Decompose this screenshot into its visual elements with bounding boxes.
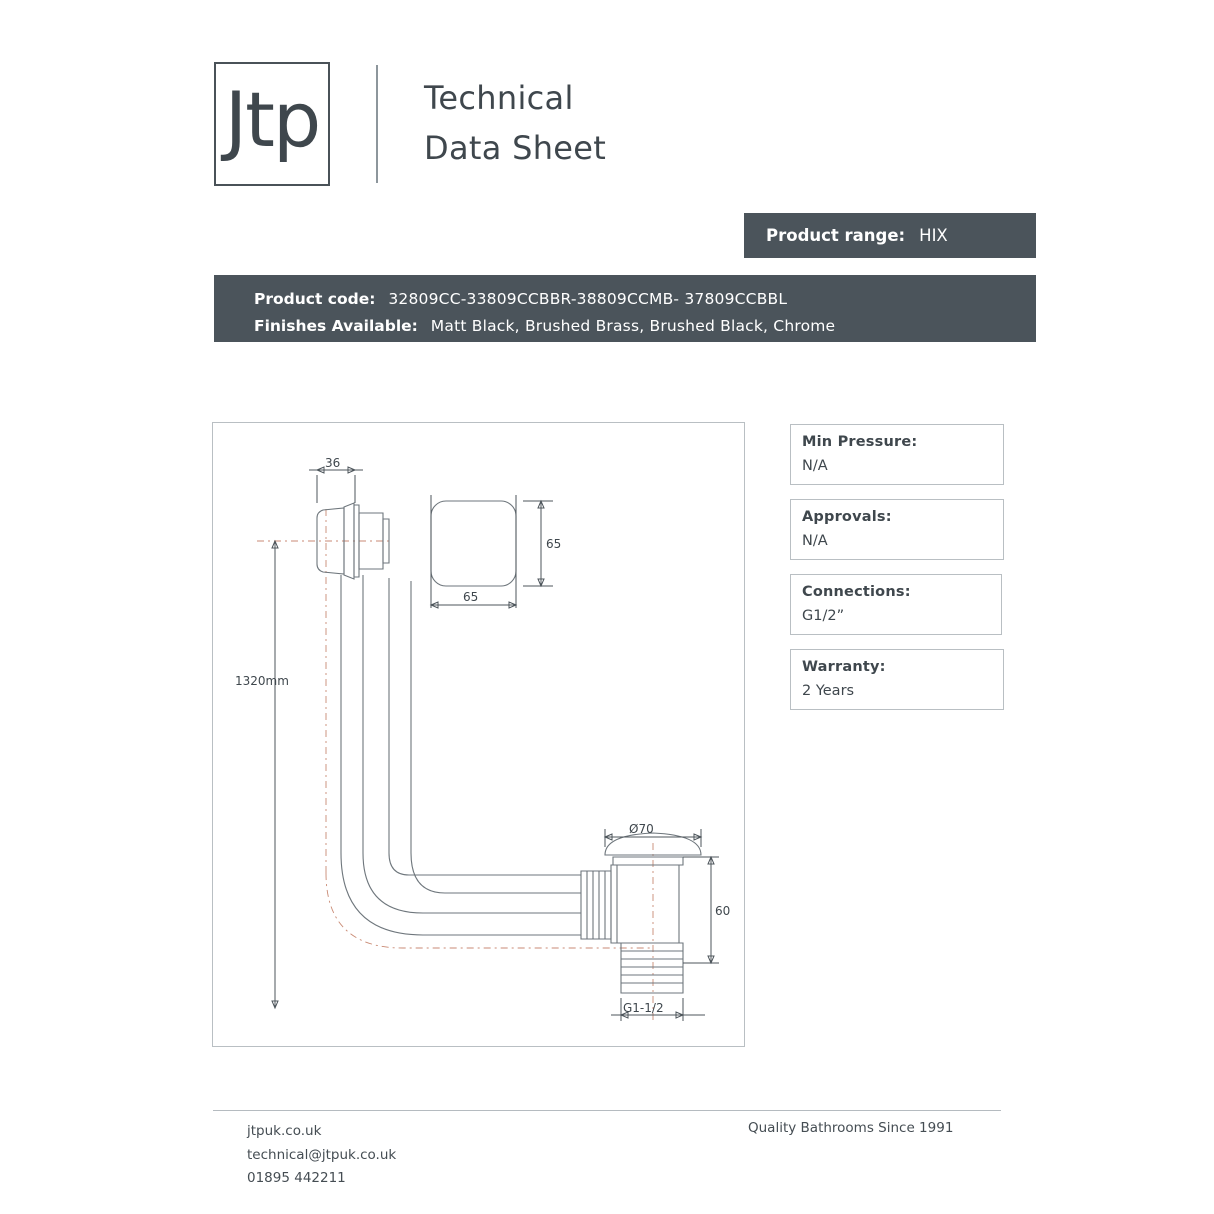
spec-value: G1/2” [802,608,845,624]
footer-website[interactable]: jtpuk.co.uk [247,1123,322,1139]
dim-waste-height: 60 [715,904,731,918]
spec-label: Approvals: [802,509,892,525]
dim-thread: G1-1/2 [623,1001,664,1015]
footer-divider [213,1110,1001,1111]
dim-square-width: 65 [463,590,479,604]
footer-contact [247,1120,396,1191]
spec-warranty [790,649,1004,710]
spec-label: Min Pressure: [802,434,918,450]
footer-email[interactable]: technical@jtpuk.co.uk [247,1146,397,1163]
finishes-label: Finishes Available: [254,317,418,336]
technical-drawing [212,422,745,1047]
product-code-value: 32809CC-33809CCBBR-38809CCMB- 37809CCBBL [388,290,788,308]
spec-min-pressure [790,424,1004,485]
spec-connections [790,574,1002,635]
product-range-label: Product range: [766,226,906,245]
page-title-line2: Data Sheet [424,129,607,167]
product-range-value: HIX [919,226,948,245]
dim-square-height: 65 [546,537,562,551]
product-code-band [214,275,1036,342]
dim-diameter: Ø70 [629,822,654,836]
spec-label: Connections: [802,584,911,600]
spec-label: Warranty: [802,659,886,675]
page-title [424,74,606,173]
spec-value: N/A [802,533,828,549]
spec-approvals [790,499,1004,560]
spec-value: N/A [802,458,828,474]
finishes-row [254,313,1036,340]
footer-tagline: Quality Bathrooms Since 1991 [748,1120,954,1136]
header-divider [376,65,378,183]
dim-36: 36 [325,456,341,470]
product-range-band [744,213,1036,258]
dim-total-height: 1320mm [235,674,289,688]
finishes-value: Matt Black, Brushed Brass, Brushed Black, Chrome [430,317,836,336]
footer-phone: 01895 442211 [247,1170,346,1187]
logo-text: Jtp [224,75,320,164]
spec-value: 2 Years [802,683,855,699]
document-header [214,62,606,186]
jtp-logo [214,62,330,186]
spec-list [790,424,1004,724]
drawing-svg [213,423,744,1046]
product-code-row [254,286,1036,313]
page-title-line1: Technical [424,79,574,118]
product-code-label: Product code: [254,290,376,308]
